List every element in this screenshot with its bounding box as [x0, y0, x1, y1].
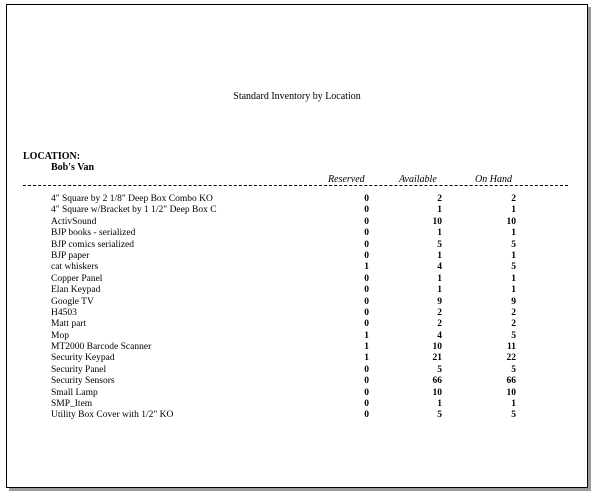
reserved-value: 1: [364, 353, 369, 364]
reserved-value: 0: [364, 410, 369, 421]
available-value: 5: [437, 364, 442, 375]
reserved-value: 0: [364, 216, 369, 227]
on-hand-value: 2: [511, 307, 516, 318]
column-header-reserved: Reserved: [328, 174, 365, 185]
reserved-value: 0: [364, 228, 369, 239]
reserved-value: 1: [364, 342, 369, 353]
item-name: Security Sensors: [51, 376, 115, 387]
reserved-value: 1: [364, 262, 369, 273]
table-row: [7, 262, 587, 273]
item-name: ActivSound: [51, 216, 97, 227]
reserved-value: 0: [364, 239, 369, 250]
table-row: [7, 331, 587, 342]
available-value: 2: [437, 194, 442, 204]
location-name: Bob's Van: [51, 162, 95, 173]
available-value: 4: [437, 330, 442, 341]
on-hand-value: 1: [511, 399, 516, 410]
on-hand-value: 1: [511, 250, 516, 261]
table-row: [7, 274, 587, 285]
available-value: 1: [437, 273, 442, 284]
table-row: [7, 285, 587, 296]
reserved-value: 0: [364, 376, 369, 387]
reserved-value: 0: [364, 307, 369, 318]
table-row: [7, 399, 587, 410]
item-name: SMP_Item: [51, 399, 93, 410]
item-name: cat whiskers: [51, 262, 99, 273]
on-hand-value: 9: [511, 296, 516, 307]
reserved-value: 0: [364, 364, 369, 375]
on-hand-value: 5: [511, 330, 516, 341]
on-hand-value: 1: [511, 273, 516, 284]
on-hand-value: 66: [506, 376, 516, 387]
report-title: Standard Inventory by Location: [233, 91, 361, 102]
reserved-value: 0: [364, 319, 369, 330]
available-value: 1: [437, 250, 442, 261]
table-row: [7, 388, 587, 399]
available-value: 5: [437, 410, 442, 421]
available-value: 10: [432, 342, 442, 353]
available-value: 4: [437, 262, 442, 273]
reserved-value: 0: [364, 205, 369, 216]
on-hand-value: 5: [511, 364, 516, 375]
available-value: 1: [437, 399, 442, 410]
item-name: Small Lamp: [51, 387, 98, 398]
column-header-available: Available: [399, 174, 437, 185]
on-hand-value: 2: [511, 194, 516, 204]
available-value: 9: [437, 296, 442, 307]
table-row: [7, 228, 587, 239]
table-row: [7, 319, 587, 330]
available-value: 2: [437, 307, 442, 318]
on-hand-value: 1: [511, 285, 516, 296]
item-name: H4503: [51, 307, 77, 318]
on-hand-value: 11: [507, 342, 516, 353]
table-row: [7, 194, 587, 205]
item-name: Matt part: [51, 319, 87, 330]
table-row: [7, 308, 587, 319]
item-name: 4" Square by 2 1/8" Deep Box Combo KO: [51, 194, 213, 204]
reserved-value: 1: [364, 330, 369, 341]
inventory-table: [7, 194, 587, 422]
available-value: 10: [432, 387, 442, 398]
report-page: [6, 4, 588, 488]
table-row: [7, 342, 587, 353]
table-row: [7, 205, 587, 216]
table-row: [7, 240, 587, 251]
item-name: 4" Square w/Bracket by 1 1/2" Deep Box C: [51, 205, 217, 216]
table-row: [7, 376, 587, 387]
item-name: Mop: [51, 330, 69, 341]
header-divider: [23, 185, 568, 186]
item-name: BJP paper: [51, 250, 90, 261]
on-hand-value: 1: [511, 228, 516, 239]
item-name: BJP comics serialized: [51, 239, 135, 250]
item-name: BJP books - serialized: [51, 228, 136, 239]
item-name: Utility Box Cover with 1/2" KO: [51, 410, 174, 421]
reserved-value: 0: [364, 194, 369, 204]
on-hand-value: 5: [511, 239, 516, 250]
on-hand-value: 22: [506, 353, 516, 364]
reserved-value: 0: [364, 399, 369, 410]
location-label: LOCATION:: [23, 151, 81, 162]
item-name: Security Keypad: [51, 353, 115, 364]
item-name: Security Panel: [51, 364, 107, 375]
available-value: 1: [437, 228, 442, 239]
available-value: 66: [432, 376, 442, 387]
table-row: [7, 217, 587, 228]
reserved-value: 0: [364, 296, 369, 307]
available-value: 1: [437, 285, 442, 296]
reserved-value: 0: [364, 387, 369, 398]
table-row: [7, 353, 587, 364]
reserved-value: 0: [364, 285, 369, 296]
on-hand-value: 1: [511, 205, 516, 216]
available-value: 1: [437, 205, 442, 216]
on-hand-value: 5: [511, 410, 516, 421]
on-hand-value: 10: [506, 387, 516, 398]
item-name: Elan Keypad: [51, 285, 101, 296]
on-hand-value: 2: [511, 319, 516, 330]
available-value: 2: [437, 319, 442, 330]
column-header-on-hand: On Hand: [475, 174, 512, 185]
available-value: 10: [432, 216, 442, 227]
table-row: [7, 365, 587, 376]
available-value: 21: [432, 353, 442, 364]
item-name: Google TV: [51, 296, 94, 307]
reserved-value: 0: [364, 273, 369, 284]
available-value: 5: [437, 239, 442, 250]
table-row: [7, 251, 587, 262]
item-name: MT2000 Barcode Scanner: [51, 342, 152, 353]
item-name: Copper Panel: [51, 273, 103, 284]
on-hand-value: 5: [511, 262, 516, 273]
reserved-value: 0: [364, 250, 369, 261]
on-hand-value: 10: [506, 216, 516, 227]
table-row: [7, 410, 587, 421]
table-row: [7, 297, 587, 308]
